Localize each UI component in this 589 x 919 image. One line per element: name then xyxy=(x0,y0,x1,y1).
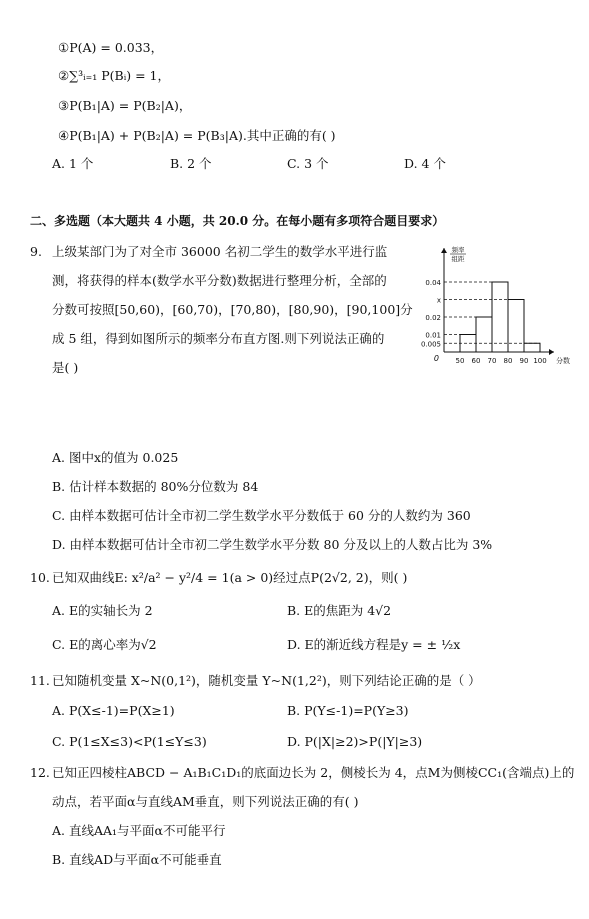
x-tick-label-1: 50 xyxy=(455,357,465,365)
origin-label: 0 xyxy=(433,354,439,363)
y-tick-label-3: 0.02 xyxy=(425,314,441,322)
histogram-bar-4 xyxy=(508,300,524,353)
q11-stem: 已知随机变量 X~N(0,1²)，随机变量 Y~N(1,2²)，则下列结论正确的是（ ） xyxy=(52,673,481,688)
q8-statement-4: ④P(B₁|A) + P(B₂|A) = P(B₃|A).其中正确的有( ) xyxy=(58,128,336,143)
x-tick-label-4: 80 xyxy=(503,357,513,365)
q12-stem-line-2: 动点，若平面α与直线AM垂直，则下列说法正确的有( ) xyxy=(52,794,359,809)
q12-stem-line-1: 已知正四棱柱ABCD − A₁B₁C₁D₁的底面边长为 2，侧棱长为 4，点M为侧棱CC₁(含端点)上的 xyxy=(52,765,575,780)
q10-option-d: D. E的渐近线方程是y = ± ½x xyxy=(287,637,461,652)
histogram-bar-2 xyxy=(476,317,492,352)
q11-option-c: C. P(1≤X≤3)<P(1≤Y≤3) xyxy=(52,734,207,749)
q11-option-a: A. P(X≤-1)=P(X≥1) xyxy=(52,703,175,718)
y-tick-label-5: 0.005 xyxy=(420,340,441,349)
q9-option-c: C. 由样本数据可估计全市初二学生数学水平分数低于 60 分的人数约为 360 xyxy=(52,508,471,523)
q11-number: 11. xyxy=(30,673,50,688)
q9-option-d: D. 由样本数据可估计全市初二学生数学水平分数 80 分及以上的人数占比为 3% xyxy=(52,537,493,552)
section-heading: 二、多选题（本大题共 4 小题，共 20.0 分。在每小题有多项符合题目要求） xyxy=(30,214,445,228)
y-tick-label-4: 0.01 xyxy=(425,331,441,340)
q8-statement-1: ①P(A) = 0.033， xyxy=(58,40,164,55)
q9-option-b: B. 估计样本数据的 80%分位数为 84 xyxy=(52,479,259,494)
q10-stem: 已知双曲线E: x²/a² − y²/4 = 1(a > 0)经过点P(2√2, 2)，则( ) xyxy=(52,570,408,585)
q8-choice-a: A. 1 个 xyxy=(52,156,94,171)
q10-option-a: A. E的实轴长为 2 xyxy=(52,603,153,618)
q9-stem-line-2: 测，将获得的样本(数学水平分数)数据进行整理分析，全部的 xyxy=(52,273,387,288)
histogram-bar-3 xyxy=(492,282,508,352)
q8-choice-d: D. 4 个 xyxy=(404,156,446,171)
q9-stem-line-4: 成 5 组，得到如图所示的频率分布直方图.则下列说法正确的 xyxy=(52,331,385,346)
q8-choice-c: C. 3 个 xyxy=(287,156,329,171)
histogram-svg xyxy=(410,240,585,370)
q8-choice-b: B. 2 个 xyxy=(170,156,212,171)
x-axis-arrow xyxy=(549,349,554,355)
q12-option-a: A. 直线AA₁与平面α不可能平行 xyxy=(52,823,226,838)
q8-statement-3: ③P(B₁|A) = P(B₂|A)， xyxy=(58,98,192,113)
q9-stem-line-3: 分数可按照[50,60)，[60,70)，[70,80)，[80,90)，[90,100]分 xyxy=(52,302,413,317)
q11-option-b: B. P(Y≤-1)=P(Y≥3) xyxy=(287,703,409,718)
x-tick-label-6: 100 xyxy=(533,357,547,365)
q10-number: 10. xyxy=(30,570,50,585)
q11-option-d: D. P(|X|≥2)>P(|Y|≥3) xyxy=(287,734,423,749)
x-axis-label: 分数 xyxy=(556,357,570,365)
frequency-histogram xyxy=(410,240,585,374)
y-axis-label-numerator: 频率 xyxy=(451,246,465,254)
q9-number: 9. xyxy=(30,244,42,259)
q12-option-b: B. 直线AD与平面α不可能垂直 xyxy=(52,852,222,867)
y-axis-label-denominator: 组距 xyxy=(451,255,465,263)
y-tick-label-2: x xyxy=(436,296,441,305)
histogram-bar-1 xyxy=(460,335,476,353)
x-tick-label-2: 60 xyxy=(471,357,481,365)
q8-statement-2: ②∑³ᵢ₌₁ P(Bᵢ) = 1， xyxy=(58,68,170,83)
q9-stem-line-1: 上级某部门为了对全市 36000 名初二学生的数学水平进行监 xyxy=(52,244,388,259)
y-axis-arrow xyxy=(441,248,447,253)
q9-option-a: A. 图中x的值为 0.025 xyxy=(52,450,179,465)
x-tick-label-3: 70 xyxy=(487,357,497,365)
x-tick-label-5: 90 xyxy=(519,357,529,365)
y-tick-label-1: 0.04 xyxy=(425,279,441,287)
histogram-bar-5 xyxy=(524,343,540,352)
q10-option-c: C. E的离心率为√2 xyxy=(52,637,157,652)
q10-option-b: B. E的焦距为 4√2 xyxy=(287,603,392,618)
q9-stem-line-5: 是( ) xyxy=(52,360,79,375)
q12-number: 12. xyxy=(30,765,50,780)
